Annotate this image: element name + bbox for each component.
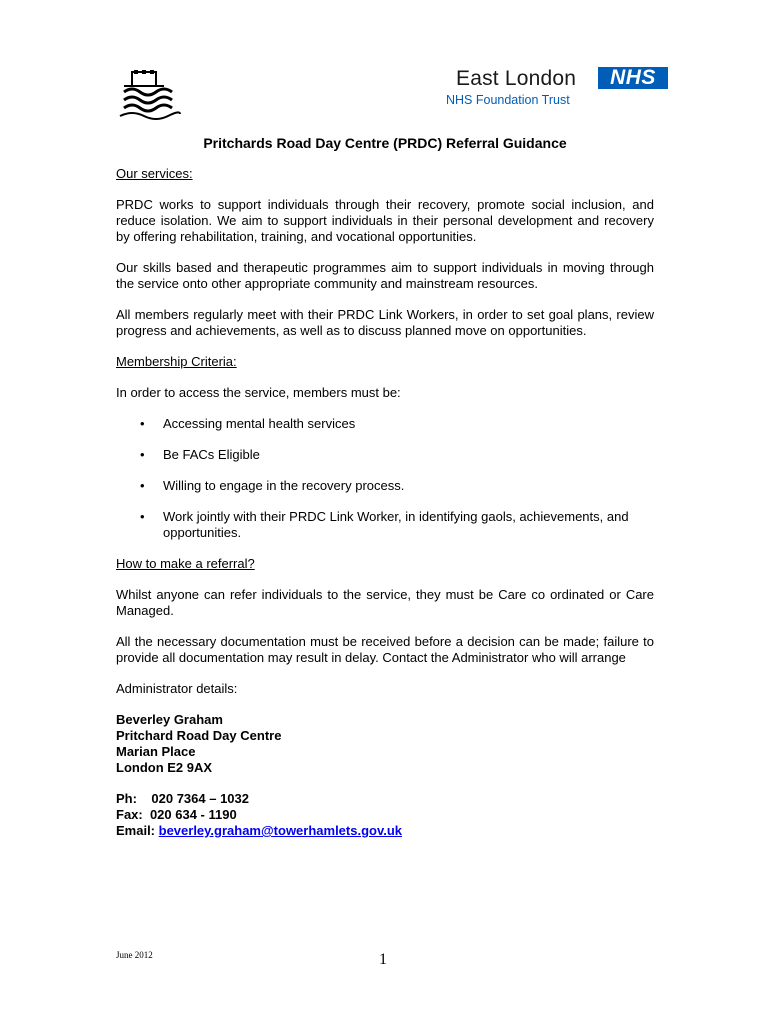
trust-name: NHS Foundation Trust <box>446 93 570 107</box>
services-paragraph-3: All members regularly meet with their PRDC Link Workers, in order to set goal plans, review progress and achievements, as well as to discuss planned move on opportunities. <box>116 307 654 338</box>
organisation-logo <box>118 70 182 120</box>
admin-name: Beverley Graham <box>116 712 223 727</box>
list-item: • Accessing mental health services <box>140 416 356 431</box>
admin-centre: Pritchard Road Day Centre <box>116 728 282 743</box>
page-number: 1 <box>379 951 387 968</box>
bullet-icon: • <box>140 416 145 431</box>
org-name: East London <box>456 67 577 90</box>
email-label: Email: <box>116 823 159 838</box>
referral-paragraph-2: All the necessary documentation must be received before a decision can be made; failure to provide all documentation may result in delay. Contact the Administrator who will arrange <box>116 634 654 665</box>
referral-heading: How to make a referral? <box>116 556 255 571</box>
admin-email-row <box>116 823 654 839</box>
admin-fax: Fax: 020 634 - 1190 <box>116 807 237 822</box>
admin-address <box>116 712 654 776</box>
membership-heading: Membership Criteria: <box>116 354 237 369</box>
services-paragraph-1: PRDC works to support individuals through their recovery, promote social inclusion, and reduce isolation. We aim to support individuals in their personal development and recovery by offering rehabilitation, training, and vocational opportunities. <box>116 197 654 244</box>
services-heading: Our services: <box>116 166 193 181</box>
admin-contact <box>116 791 654 839</box>
nhs-logo <box>446 64 670 110</box>
services-paragraph-2: Our skills based and therapeutic programmes aim to support individuals in moving through the service onto other appropriate community and mainstream resources. <box>116 260 654 291</box>
bullet-icon: • <box>140 447 145 462</box>
nhs-badge: NHS <box>598 67 668 89</box>
bullet-icon: • <box>140 509 145 524</box>
list-item: • Work jointly with their PRDC Link Worker, in identifying gaols, achievements, and opportunities. <box>140 509 629 540</box>
footer-date: June 2012 <box>116 950 153 960</box>
document-title: Pritchards Road Day Centre (PRDC) Referral Guidance <box>203 135 567 151</box>
admin-label: Administrator details: <box>116 681 238 696</box>
admin-city: London E2 9AX <box>116 760 213 775</box>
document-body <box>116 166 654 854</box>
list-item: • Willing to engage in the recovery process. <box>140 478 405 493</box>
bullet-icon: • <box>140 478 145 493</box>
building-waves-icon <box>118 70 182 120</box>
membership-intro: In order to access the service, members must be: <box>116 385 401 400</box>
admin-street: Marian Place <box>116 744 196 759</box>
email-link[interactable]: beverley.graham@towerhamlets.gov.uk <box>158 823 403 838</box>
criteria-list <box>116 416 654 541</box>
list-item: • Be FACs Eligible <box>140 447 260 462</box>
referral-paragraph-1: Whilst anyone can refer individuals to the service, they must be Care co ordinated or Care Managed. <box>116 587 654 618</box>
admin-phone: Ph: 020 7364 – 1032 <box>116 791 249 806</box>
